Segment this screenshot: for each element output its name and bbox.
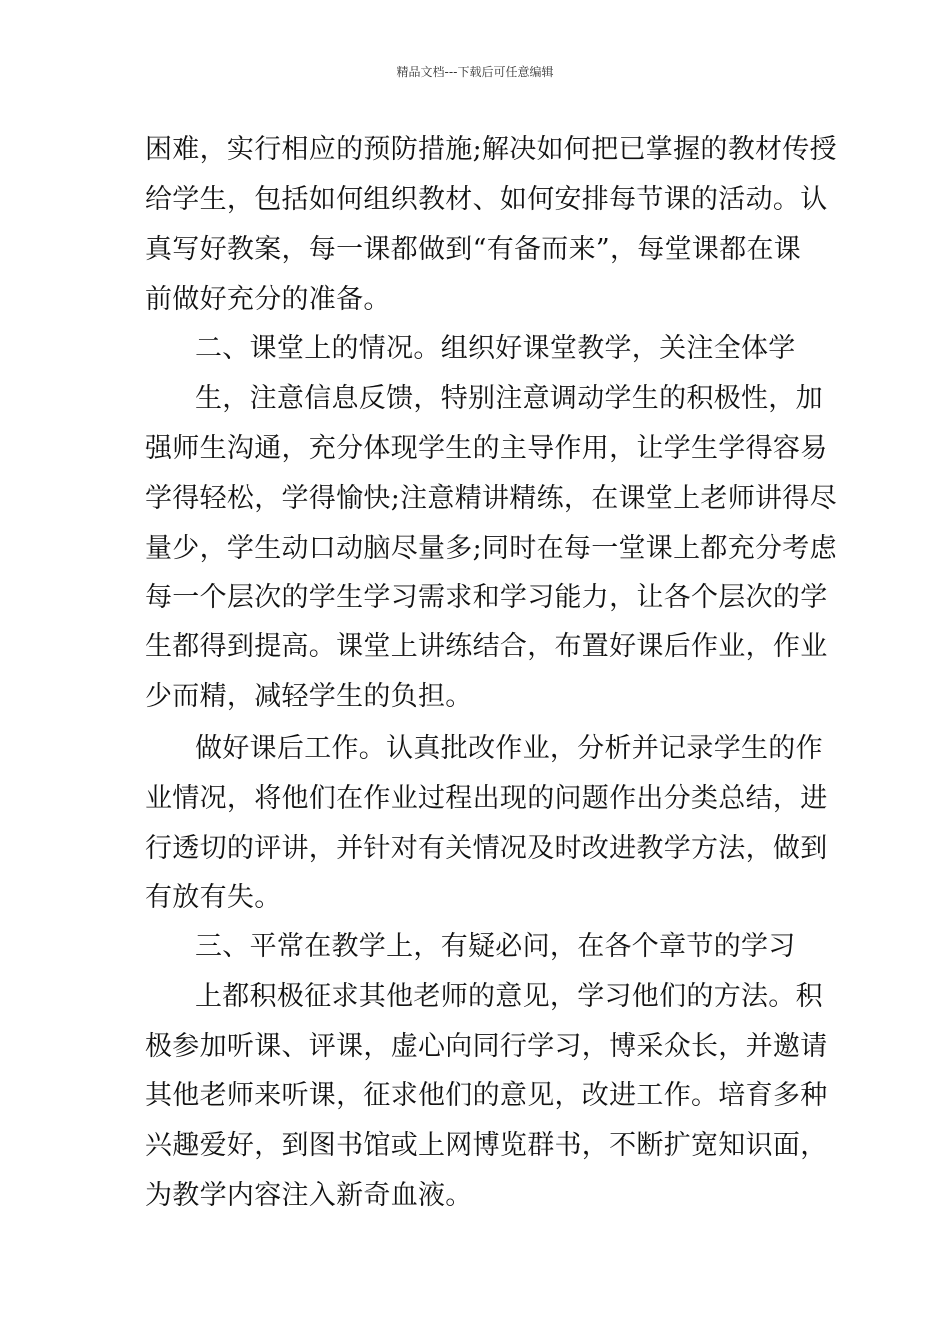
- text-line: 为教学内容注入新奇血液。: [145, 1180, 473, 1211]
- text-line: 真写好教案，每一课都做到“有备而来”，每堂课都在课: [145, 234, 802, 265]
- text-line: 生，注意信息反馈，特别注意调动学生的积极性，加: [195, 383, 823, 414]
- text-line: 学得轻松，学得愉快;注意精讲精练，在课堂上老师讲得尽: [145, 483, 837, 514]
- text-line: 兴趣爱好，到图书馆或上网博览群书，不断扩宽知识面，: [145, 1130, 828, 1161]
- text-line: 业情况，将他们在作业过程出现的问题作出分类总结，进: [145, 783, 828, 814]
- text-line: 量少，学生动口动脑尽量多;同时在每一堂课上都充分考虑: [145, 533, 837, 564]
- text-line: 少而精，减轻学生的负担。: [145, 681, 473, 712]
- text-line: 做好课后工作。认真批改作业，分析并记录学生的作: [195, 733, 823, 764]
- text-line: 行透切的评讲，并针对有关情况及时改进教学方法，做到: [145, 833, 828, 864]
- text-line: 给学生，包括如何组织教材、如何安排每节课的活动。认: [145, 184, 828, 215]
- text-line: 强师生沟通，充分体现学生的主导作用，让学生学得容易: [145, 433, 828, 464]
- text-line: 有放有失。: [145, 882, 282, 913]
- text-line: 每一个层次的学生学习需求和学习能力，让各个层次的学: [145, 582, 828, 613]
- text-line: 二、课堂上的情况。组织好课堂教学，关注全体学: [195, 333, 796, 364]
- page-header: 精品文档---下载后可任意编辑: [396, 65, 554, 79]
- text-line: 困难，实行相应的预防措施;解决如何把已掌握的教材传授: [145, 134, 837, 165]
- text-line: 三、平常在教学上，有疑必问，在各个章节的学习: [195, 931, 796, 962]
- text-line: 前做好充分的准备。: [145, 284, 391, 315]
- text-line: 其他老师来听课，征求他们的意见，改进工作。培育多种: [145, 1080, 828, 1111]
- text-line: 上都积极征求其他老师的意见，学习他们的方法。积: [195, 981, 823, 1012]
- text-line: 生都得到提高。课堂上讲练结合，布置好课后作业，作业: [145, 631, 828, 662]
- text-line: 极参加听课、评课，虚心向同行学习，博采众长，并邀请: [145, 1031, 828, 1062]
